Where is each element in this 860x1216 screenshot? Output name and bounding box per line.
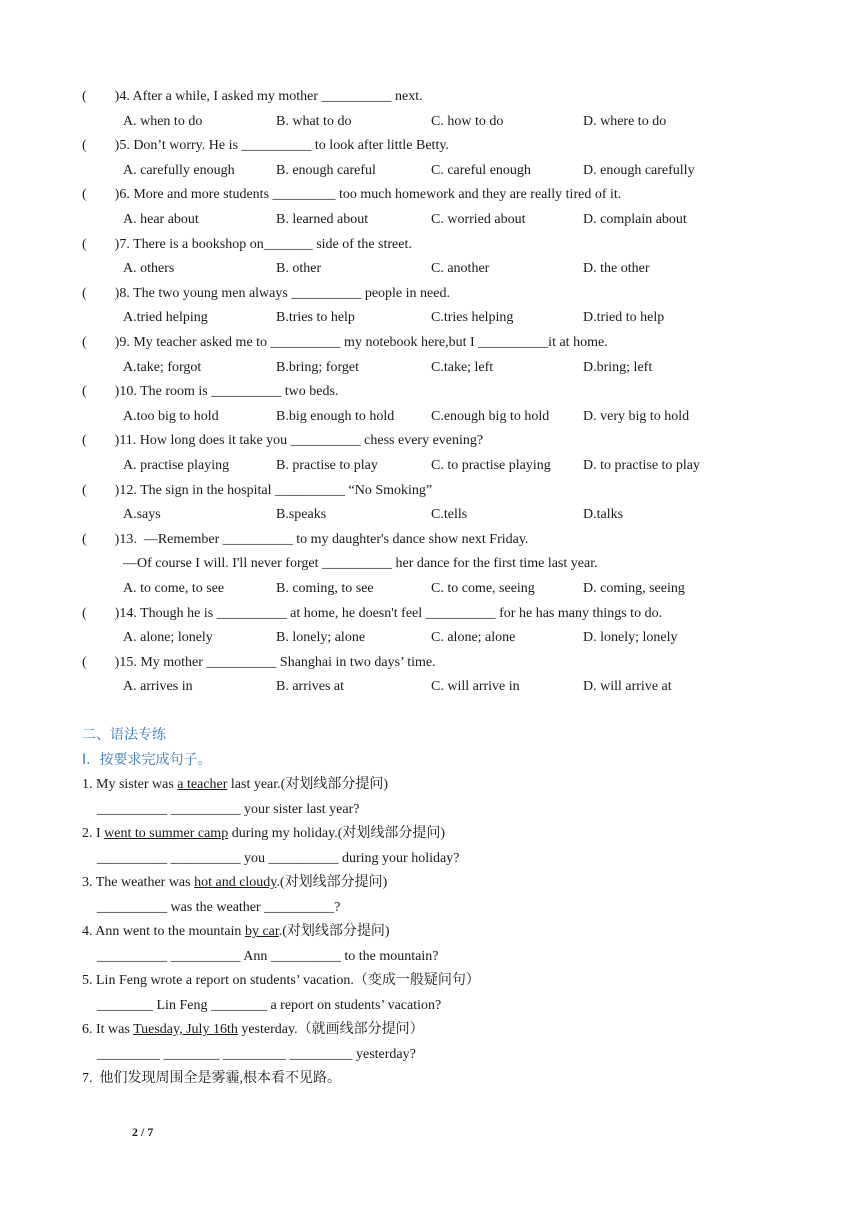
task-sentence — [82, 874, 387, 892]
answer-option: A.too big to hold — [123, 409, 219, 424]
underlined-part: hot and cloudy — [194, 875, 277, 890]
page-number: 2 / 7 — [132, 1125, 154, 1139]
answer-option: C. to practise playing — [431, 458, 551, 473]
answer-option: D. to practise to play — [583, 458, 701, 473]
question-stem: ( )13. —Remember __________ to my daughter's dance show next Friday. — [82, 532, 529, 547]
answer-option: C.take; left — [431, 360, 494, 375]
task-instruction: yesterday.（就画线部分提问） — [237, 1022, 424, 1037]
question-stem: ( )7. There is a bookshop on_______ side of the street. — [82, 237, 412, 252]
underlined-part: Tuesday, July 16th — [133, 1022, 238, 1037]
underlined-part: went to summer camp — [104, 826, 229, 841]
answer-option: A. hear about — [123, 212, 199, 227]
task-text: 2. I — [82, 826, 105, 841]
task-sentence — [82, 972, 480, 990]
answer-line: __________ __________ you __________ during your holiday? — [97, 851, 460, 866]
answer-option: A. arrives in — [123, 679, 193, 694]
question-stem-continued: —Of course I will. I'll never forget __________ her dance for the first time last year. — [123, 556, 598, 571]
answer-option: B. what to do — [276, 114, 352, 129]
answer-option: D. coming, seeing — [583, 581, 685, 596]
question-stem: ( )9. My teacher asked me to __________ my notebook here,but I __________it at home. — [82, 335, 608, 350]
answer-option: C. how to do — [431, 114, 504, 129]
answer-line: __________ __________ Ann __________ to the mountain? — [97, 949, 439, 964]
answer-option: A. practise playing — [123, 458, 230, 473]
answer-option: B. practise to play — [276, 458, 378, 473]
answer-option: C. alone; alone — [431, 630, 516, 645]
answer-option: A. others — [123, 261, 175, 276]
answer-option: A.says — [123, 507, 161, 522]
answer-option: D.bring; left — [583, 360, 653, 375]
answer-option: A. carefully enough — [123, 163, 235, 178]
task-text: 7. 他们发现周围全是雾霾,根本看不见路。 — [82, 1071, 341, 1086]
task-sentence — [82, 776, 388, 794]
answer-line: ________ Lin Feng ________ a report on students’ vacation? — [97, 998, 442, 1013]
answer-option: B.tries to help — [276, 310, 355, 325]
answer-option: B. enough careful — [276, 163, 376, 178]
task-text: 4. Ann went to the mountain — [82, 924, 245, 939]
answer-option: B. coming, to see — [276, 581, 374, 596]
answer-option: B.speaks — [276, 507, 327, 522]
question-stem: ( )11. How long does it take you __________ chess every evening? — [82, 433, 484, 448]
question-stem: ( )6. More and more students _________ too much homework and they are really tired of it. — [82, 187, 622, 202]
answer-option: B.big enough to hold — [276, 409, 395, 424]
answer-option: B. learned about — [276, 212, 369, 227]
answer-option: C. to come, seeing — [431, 581, 535, 596]
question-stem: ( )10. The room is __________ two beds. — [82, 384, 339, 399]
answer-option: C.enough big to hold — [431, 409, 550, 424]
answer-option: C. will arrive in — [431, 679, 520, 694]
answer-option: D. very big to hold — [583, 409, 690, 424]
question-stem: ( )8. The two young men always __________ people in need. — [82, 286, 450, 301]
answer-option: D. where to do — [583, 114, 667, 129]
answer-option: B. other — [276, 261, 322, 276]
task-sentence — [82, 923, 390, 941]
answer-option: A.take; forgot — [123, 360, 202, 375]
answer-option: C. another — [431, 261, 490, 276]
task-text: 1. My sister was — [82, 777, 178, 792]
task-instruction: last year.(对划线部分提问) — [227, 777, 388, 792]
answer-option: D.talks — [583, 507, 624, 522]
answer-option: C. worried about — [431, 212, 526, 227]
underlined-part: a teacher — [177, 777, 228, 792]
answer-option: D.tried to help — [583, 310, 665, 325]
answer-line: __________ was the weather __________? — [97, 900, 341, 915]
task-sentence — [82, 825, 445, 843]
task-instruction: during my holiday.(对划线部分提问) — [228, 826, 446, 841]
task-instruction: .(对划线部分提问) — [278, 924, 390, 939]
answer-option: B. lonely; alone — [276, 630, 366, 645]
answer-option: C.tries helping — [431, 310, 514, 325]
task-sentence — [82, 1070, 341, 1088]
section-subheading: I. 按要求完成句子。 — [82, 752, 212, 768]
question-stem: ( )5. Don’t worry. He is __________ to look after little Betty. — [82, 138, 449, 153]
question-stem: ( )4. After a while, I asked my mother __________ next. — [82, 89, 423, 104]
task-text: 3. The weather was — [82, 875, 195, 890]
task-sentence — [82, 1021, 424, 1039]
answer-option: B. arrives at — [276, 679, 345, 694]
answer-option: D. enough carefully — [583, 163, 695, 178]
task-text: 6. It was — [82, 1022, 134, 1037]
answer-option: A. when to do — [123, 114, 203, 129]
question-stem: ( )12. The sign in the hospital __________ “No Smoking” — [82, 483, 433, 498]
section-heading: 二、语法专练 — [82, 727, 166, 743]
answer-option: D. lonely; lonely — [583, 630, 678, 645]
answer-option: A. alone; lonely — [123, 630, 213, 645]
task-instruction: .(对划线部分提问) — [276, 875, 388, 890]
underlined-part: by car — [244, 924, 279, 939]
question-stem: ( )14. Though he is __________ at home, he doesn't feel __________ for he has many things to do. — [82, 606, 663, 621]
answer-option: C.tells — [431, 507, 468, 522]
answer-line: __________ __________ your sister last year? — [97, 802, 360, 817]
task-text: 5. Lin Feng wrote a report on students’ vacation.（变成一般疑问句） — [82, 973, 480, 988]
answer-line: _________ ________ _________ _________ yesterday? — [97, 1047, 416, 1062]
answer-option: A.tried helping — [123, 310, 208, 325]
answer-option: B.bring; forget — [276, 360, 359, 375]
answer-option: D. will arrive at — [583, 679, 672, 694]
answer-option: A. to come, to see — [123, 581, 225, 596]
question-stem: ( )15. My mother __________ Shanghai in two days’ time. — [82, 655, 436, 670]
answer-option: D. the other — [583, 261, 650, 276]
answer-option: C. careful enough — [431, 163, 531, 178]
answer-option: D. complain about — [583, 212, 687, 227]
